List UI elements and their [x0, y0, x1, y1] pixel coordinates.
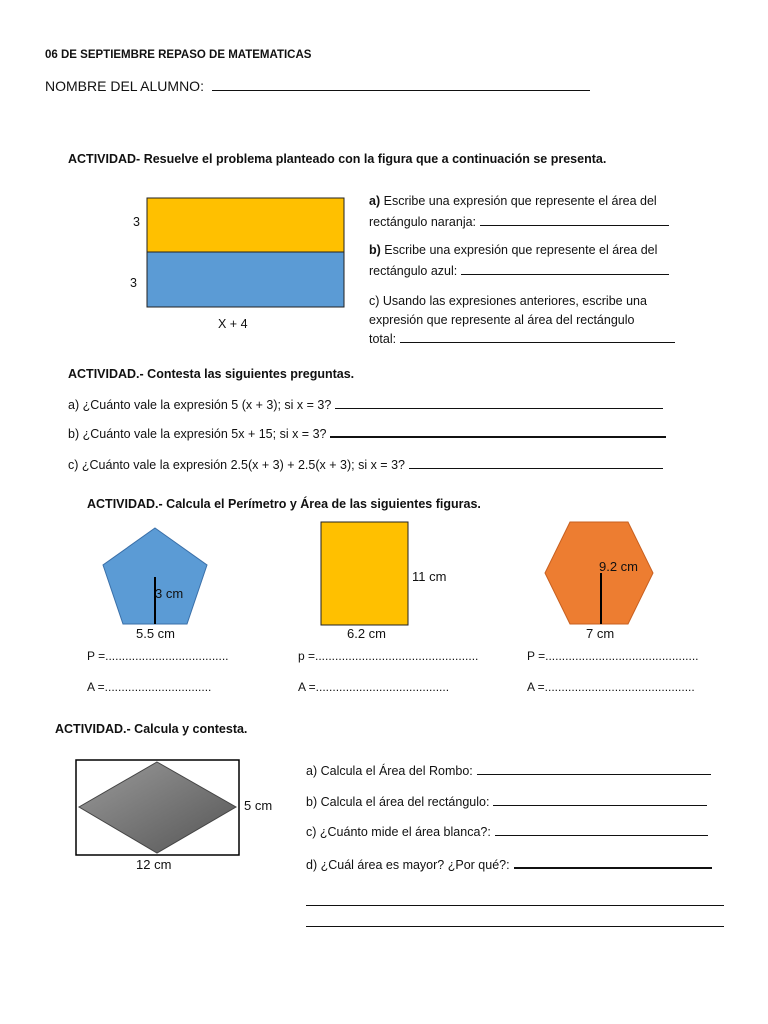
- answer-field-4b[interactable]: [493, 805, 707, 806]
- student-name-row: [45, 78, 590, 94]
- q-a-line1: Escribe una expresión que represente el área del: [383, 194, 657, 208]
- document-title: 06 DE SEPTIEMBRE REPASO DE MATEMATICAS: [45, 49, 312, 61]
- student-name-label: NOMBRE DEL ALUMNO:: [45, 78, 204, 94]
- q2c-text: c) ¿Cuánto vale la expresión 2.5(x + 3) + 2.5(x + 3); si x = 3?: [68, 458, 405, 472]
- answer-field-4d[interactable]: [514, 867, 712, 869]
- activity4-heading: ACTIVIDAD.- Calcula y contesta.: [55, 722, 248, 736]
- rhombus-in-rectangle-figure: [76, 760, 240, 856]
- answer-field-4c[interactable]: [495, 835, 708, 836]
- answer-line-4d-extra-1[interactable]: [306, 905, 724, 906]
- rectangle-base-label: 6.2 cm: [347, 626, 387, 641]
- figure-width-label: 12 cm: [136, 857, 172, 872]
- rectangle-figure: [321, 522, 409, 626]
- yellow-rectangle: [321, 522, 408, 625]
- pentagon-side-label: 5.5 cm: [136, 626, 176, 641]
- orange-height-label: 3: [133, 215, 140, 229]
- question-4c: [306, 825, 708, 839]
- answer-field-2c[interactable]: [409, 468, 663, 469]
- rectangle-perimeter-field[interactable]: p =.................................................: [298, 649, 479, 663]
- answer-field-2a[interactable]: [335, 408, 663, 409]
- q4d-text: d) ¿Cuál área es mayor? ¿Por qué?:: [306, 858, 510, 872]
- q2b-text: b) ¿Cuánto vale la expresión 5x + 15; si x = 3?: [68, 427, 327, 441]
- q2a-text: a) ¿Cuánto vale la expresión 5 (x + 3); si x = 3?: [68, 398, 332, 412]
- q4a-text: a) Calcula el Área del Rombo:: [306, 764, 473, 778]
- answer-line-4d-extra-2[interactable]: [306, 926, 724, 927]
- hexagon-perimeter-field[interactable]: P =..............................................: [527, 649, 699, 663]
- blue-height-label: 3: [130, 276, 137, 290]
- activity2-heading: ACTIVIDAD.- Contesta las siguientes preguntas.: [68, 367, 355, 381]
- answer-field-total-area[interactable]: [400, 342, 675, 343]
- q-b-line1: Escribe una expresión que represente el área del: [384, 243, 658, 257]
- activity3-heading: ACTIVIDAD.- Calcula el Perímetro y Área de las siguientes figuras.: [87, 497, 481, 511]
- q4b-text: b) Calcula el área del rectángulo:: [306, 795, 490, 809]
- pentagon-perimeter-field[interactable]: P =.....................................: [87, 649, 229, 663]
- question-2a: [68, 398, 663, 412]
- question-4a: [306, 764, 711, 778]
- pentagon-figure: [103, 528, 207, 624]
- q-b-line2: rectángulo azul:: [369, 264, 458, 278]
- q-c-line3: total:: [369, 332, 397, 346]
- q-c-line2: expresión que represente al área del rectángulo: [369, 313, 635, 327]
- pentagon-area-field[interactable]: A =................................: [87, 680, 212, 694]
- answer-field-2b[interactable]: [330, 436, 666, 438]
- question-2c: [68, 458, 663, 472]
- student-name-field[interactable]: [212, 90, 590, 91]
- question-b-blue: [369, 240, 669, 282]
- activity1-heading: ACTIVIDAD- Resuelve el problema planteado con la figura que a continuación se presenta.: [68, 152, 607, 166]
- answer-field-4a[interactable]: [477, 774, 711, 775]
- q-c-line1: c) Usando las expresiones anteriores, escribe una: [369, 294, 647, 308]
- hexagon-apothem-label: 9.2 cm: [599, 559, 639, 574]
- hexagon-side-label: 7 cm: [586, 626, 615, 641]
- question-2b: [68, 427, 666, 441]
- stacked-rectangles-figure: [147, 198, 345, 308]
- figure-height-label: 5 cm: [244, 798, 273, 813]
- q-a-line2: rectángulo naranja:: [369, 215, 477, 229]
- answer-field-blue-area[interactable]: [461, 274, 669, 275]
- q4c-text: c) ¿Cuánto mide el área blanca?:: [306, 825, 491, 839]
- question-c-total: [369, 292, 675, 349]
- q-b-prefix: b): [369, 243, 381, 257]
- q-a-prefix: a): [369, 194, 381, 208]
- hexagon-area-field[interactable]: A =.............................................: [527, 680, 695, 694]
- rectangle-height-label: 11 cm: [412, 569, 447, 584]
- answer-field-orange-area[interactable]: [480, 225, 669, 226]
- pentagon-apothem-label: 3 cm: [155, 586, 184, 601]
- blue-rectangle: [147, 252, 344, 307]
- base-label: X + 4: [218, 317, 248, 331]
- question-4b: [306, 795, 707, 809]
- orange-rectangle: [147, 198, 344, 252]
- rectangle-area-field[interactable]: A =........................................: [298, 680, 450, 694]
- question-a-orange: [369, 191, 669, 233]
- question-4d: [306, 858, 712, 872]
